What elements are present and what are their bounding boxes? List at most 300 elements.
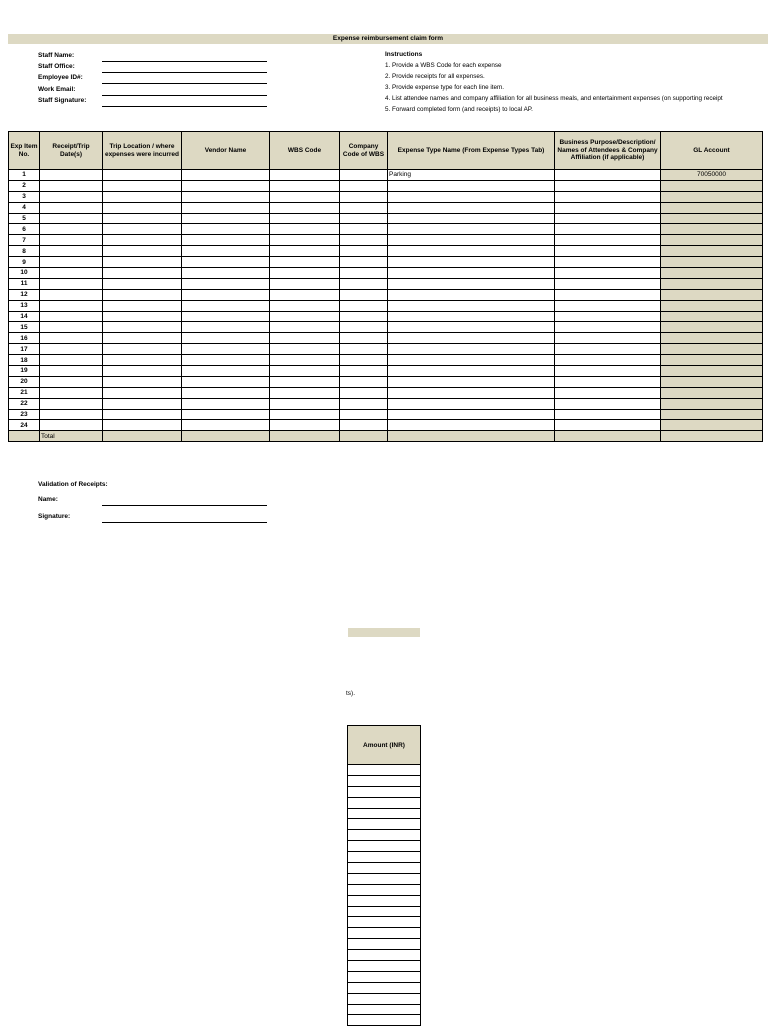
wbs-code-cell[interactable]	[270, 224, 340, 235]
expense-type-cell[interactable]	[388, 180, 555, 191]
expense-type-cell[interactable]	[388, 387, 555, 398]
vendor-name-cell[interactable]	[182, 224, 270, 235]
vendor-name-cell[interactable]	[182, 366, 270, 377]
vendor-name-cell[interactable]	[182, 420, 270, 431]
gl-account-cell[interactable]	[661, 420, 763, 431]
staff-office-label: Staff Office:	[38, 63, 75, 70]
expense-type-cell[interactable]	[388, 257, 555, 268]
vendor-name-cell[interactable]	[182, 376, 270, 387]
receipt-date-cell[interactable]	[40, 278, 103, 289]
expense-row	[9, 235, 763, 246]
amount-row	[348, 819, 421, 830]
gl-account-cell[interactable]	[661, 366, 763, 377]
staff-signature-input-line[interactable]	[102, 106, 267, 107]
wbs-code-cell[interactable]	[270, 398, 340, 409]
company-code-cell[interactable]	[340, 246, 388, 257]
amount-row	[348, 873, 421, 884]
business-purpose-cell[interactable]	[555, 246, 661, 257]
amount-row	[348, 928, 421, 939]
receipt-date-cell[interactable]	[40, 398, 103, 409]
header-vendor-name: Vendor Name	[182, 132, 270, 170]
expense-type-cell[interactable]	[388, 235, 555, 246]
amount-cell[interactable]	[348, 1004, 421, 1015]
exp-item-no-cell: 3	[9, 191, 40, 202]
staff-name-field[interactable]	[38, 51, 270, 62]
receipt-date-cell[interactable]	[40, 420, 103, 431]
exp-item-no-cell: 4	[9, 202, 40, 213]
trip-location-cell[interactable]	[103, 322, 182, 333]
amount-cell[interactable]	[348, 873, 421, 884]
exp-item-no-cell: 10	[9, 268, 40, 279]
vendor-name-cell[interactable]	[182, 170, 270, 181]
receipt-date-cell[interactable]	[40, 376, 103, 387]
vendor-name-cell[interactable]	[182, 387, 270, 398]
exp-item-no-cell: 18	[9, 355, 40, 366]
amount-row	[348, 895, 421, 906]
exp-item-no-cell: 14	[9, 311, 40, 322]
amount-row	[348, 1015, 421, 1026]
wbs-code-cell[interactable]	[270, 191, 340, 202]
company-code-cell[interactable]	[340, 202, 388, 213]
expense-type-cell[interactable]	[388, 191, 555, 202]
wbs-code-cell[interactable]	[270, 246, 340, 257]
amount-row	[348, 917, 421, 928]
receipt-date-cell[interactable]	[40, 344, 103, 355]
amount-row	[348, 993, 421, 1004]
business-purpose-cell[interactable]	[555, 311, 661, 322]
amount-cell[interactable]	[348, 993, 421, 1004]
vendor-name-cell[interactable]	[182, 180, 270, 191]
expense-type-cell[interactable]	[388, 268, 555, 279]
instruction-item: 4. List attendee names and company affiliation for all business meals, and entertainment expenses (on supporting receipt	[385, 95, 723, 102]
company-code-cell[interactable]	[340, 311, 388, 322]
wbs-code-cell[interactable]	[270, 268, 340, 279]
company-code-cell[interactable]	[340, 420, 388, 431]
gl-account-cell[interactable]	[661, 409, 763, 420]
trip-location-cell[interactable]	[103, 366, 182, 377]
gl-account-cell[interactable]	[661, 235, 763, 246]
vendor-name-cell[interactable]	[182, 311, 270, 322]
wbs-code-cell[interactable]	[270, 311, 340, 322]
business-purpose-cell[interactable]	[555, 235, 661, 246]
gl-account-cell[interactable]	[661, 322, 763, 333]
company-code-cell[interactable]	[340, 180, 388, 191]
business-purpose-cell[interactable]	[555, 191, 661, 202]
header-receipt-date: Receipt/Trip Date(s)	[40, 132, 103, 170]
employee-id-field[interactable]	[38, 73, 270, 84]
vendor-name-cell[interactable]	[182, 191, 270, 202]
gl-account-cell[interactable]	[661, 202, 763, 213]
gl-account-cell[interactable]	[661, 376, 763, 387]
trip-location-cell[interactable]	[103, 311, 182, 322]
amount-cell[interactable]	[348, 819, 421, 830]
gl-account-cell[interactable]	[661, 311, 763, 322]
gl-account-cell[interactable]	[661, 289, 763, 300]
receipt-date-cell[interactable]	[40, 355, 103, 366]
trip-location-cell[interactable]	[103, 224, 182, 235]
expense-row	[9, 409, 763, 420]
expense-type-cell[interactable]	[388, 409, 555, 420]
wbs-code-cell[interactable]	[270, 180, 340, 191]
company-code-cell[interactable]	[340, 322, 388, 333]
business-purpose-cell[interactable]	[555, 257, 661, 268]
expense-type-cell[interactable]	[388, 202, 555, 213]
trip-location-cell[interactable]	[103, 180, 182, 191]
trip-location-cell[interactable]	[103, 289, 182, 300]
expense-type-cell[interactable]	[388, 420, 555, 431]
amount-row	[348, 852, 421, 863]
expense-type-cell[interactable]	[388, 322, 555, 333]
amount-cell[interactable]	[348, 982, 421, 993]
gl-account-cell[interactable]	[661, 387, 763, 398]
company-code-cell[interactable]	[340, 257, 388, 268]
wbs-code-cell[interactable]	[270, 289, 340, 300]
company-code-cell[interactable]	[340, 213, 388, 224]
amount-cell[interactable]	[348, 906, 421, 917]
wbs-code-cell[interactable]	[270, 387, 340, 398]
business-purpose-cell[interactable]	[555, 409, 661, 420]
expense-type-cell[interactable]	[388, 300, 555, 311]
expense-row	[9, 366, 763, 377]
receipt-date-cell[interactable]	[40, 257, 103, 268]
vendor-name-cell[interactable]	[182, 355, 270, 366]
expense-type-cell[interactable]	[388, 246, 555, 257]
total-cell	[270, 431, 340, 442]
amount-cell[interactable]	[348, 884, 421, 895]
business-purpose-cell[interactable]	[555, 344, 661, 355]
receipt-date-cell[interactable]	[40, 322, 103, 333]
vendor-name-cell[interactable]	[182, 409, 270, 420]
header-company-code: Company Code of WBS	[340, 132, 388, 170]
trip-location-cell[interactable]	[103, 278, 182, 289]
vendor-name-cell[interactable]	[182, 398, 270, 409]
expense-row	[9, 278, 763, 289]
validation-name-field[interactable]	[38, 495, 270, 506]
trip-location-cell[interactable]	[103, 202, 182, 213]
gl-account-cell[interactable]	[661, 278, 763, 289]
exp-item-no-cell: 8	[9, 246, 40, 257]
gl-account-cell[interactable]	[661, 344, 763, 355]
gl-account-cell[interactable]	[661, 398, 763, 409]
wbs-code-cell[interactable]	[270, 366, 340, 377]
validation-signature-field[interactable]	[38, 512, 270, 523]
expense-row	[9, 246, 763, 257]
vendor-name-cell[interactable]	[182, 202, 270, 213]
wbs-code-cell[interactable]	[270, 322, 340, 333]
trip-location-cell[interactable]	[103, 333, 182, 344]
trip-location-cell[interactable]	[103, 257, 182, 268]
wbs-code-cell[interactable]	[270, 213, 340, 224]
gl-account-cell[interactable]	[661, 213, 763, 224]
wbs-code-cell[interactable]	[270, 333, 340, 344]
expense-type-cell[interactable]	[388, 213, 555, 224]
receipt-date-cell[interactable]	[40, 289, 103, 300]
receipt-date-cell[interactable]	[40, 268, 103, 279]
company-code-cell[interactable]	[340, 235, 388, 246]
business-purpose-cell[interactable]	[555, 366, 661, 377]
instructions-section	[385, 51, 768, 117]
expense-table-header	[9, 132, 763, 170]
company-code-cell[interactable]	[340, 333, 388, 344]
gl-account-cell[interactable]	[661, 355, 763, 366]
expense-type-cell[interactable]	[388, 344, 555, 355]
amount-cell[interactable]	[348, 1015, 421, 1026]
trip-location-cell[interactable]	[103, 409, 182, 420]
wbs-code-cell[interactable]	[270, 355, 340, 366]
business-purpose-cell[interactable]	[555, 420, 661, 431]
amount-cell[interactable]	[348, 917, 421, 928]
trip-location-cell[interactable]	[103, 398, 182, 409]
company-code-cell[interactable]	[340, 376, 388, 387]
total-cell	[9, 431, 40, 442]
business-purpose-cell[interactable]	[555, 170, 661, 181]
exp-item-no-cell: 12	[9, 289, 40, 300]
trip-location-cell[interactable]	[103, 387, 182, 398]
gl-account-cell[interactable]	[661, 257, 763, 268]
total-cell	[661, 431, 763, 442]
gl-account-cell[interactable]	[661, 246, 763, 257]
expense-row	[9, 202, 763, 213]
business-purpose-cell[interactable]	[555, 300, 661, 311]
amount-row	[348, 884, 421, 895]
expense-type-cell[interactable]	[388, 366, 555, 377]
business-purpose-cell[interactable]	[555, 224, 661, 235]
expense-type-cell[interactable]	[388, 398, 555, 409]
exp-item-no-cell: 23	[9, 409, 40, 420]
receipt-date-cell[interactable]	[40, 366, 103, 377]
amount-cell[interactable]	[348, 841, 421, 852]
business-purpose-cell[interactable]	[555, 355, 661, 366]
amount-row	[348, 961, 421, 972]
expense-type-cell[interactable]	[388, 278, 555, 289]
instruction-item: 3. Provide expense type for each line item.	[385, 84, 505, 91]
company-code-cell[interactable]	[340, 278, 388, 289]
receipt-date-cell[interactable]	[40, 170, 103, 181]
company-code-cell[interactable]	[340, 268, 388, 279]
company-code-cell[interactable]	[340, 409, 388, 420]
amount-cell[interactable]	[348, 961, 421, 972]
amount-row	[348, 808, 421, 819]
wbs-code-cell[interactable]	[270, 278, 340, 289]
business-purpose-cell[interactable]	[555, 322, 661, 333]
wbs-code-cell[interactable]	[270, 170, 340, 181]
amount-cell[interactable]	[348, 797, 421, 808]
receipt-date-cell[interactable]	[40, 387, 103, 398]
staff-signature-label: Staff Signature:	[38, 97, 87, 104]
wbs-code-cell[interactable]	[270, 257, 340, 268]
business-purpose-cell[interactable]	[555, 376, 661, 387]
expense-type-cell[interactable]	[388, 311, 555, 322]
exp-item-no-cell: 11	[9, 278, 40, 289]
trip-location-cell[interactable]	[103, 344, 182, 355]
vendor-name-cell[interactable]	[182, 235, 270, 246]
expense-table-body	[9, 170, 763, 442]
receipt-date-cell[interactable]	[40, 180, 103, 191]
expense-row	[9, 398, 763, 409]
instruction-item: 2. Provide receipts for all expenses.	[385, 73, 485, 80]
amount-cell[interactable]	[348, 775, 421, 786]
amount-cell[interactable]	[348, 863, 421, 874]
company-code-cell[interactable]	[340, 300, 388, 311]
vendor-name-cell[interactable]	[182, 333, 270, 344]
company-code-cell[interactable]	[340, 289, 388, 300]
business-purpose-cell[interactable]	[555, 333, 661, 344]
expense-type-cell[interactable]	[388, 289, 555, 300]
gl-account-cell[interactable]: 70050000	[661, 170, 763, 181]
expense-row	[9, 191, 763, 202]
gl-account-cell[interactable]	[661, 191, 763, 202]
header-expense-type: Expense Type Name (From Expense Types Tab)	[388, 132, 555, 170]
vendor-name-cell[interactable]	[182, 257, 270, 268]
company-code-cell[interactable]	[340, 387, 388, 398]
vendor-name-cell[interactable]	[182, 278, 270, 289]
amount-cell[interactable]	[348, 808, 421, 819]
receipt-date-cell[interactable]	[40, 409, 103, 420]
exp-item-no-cell: 1	[9, 170, 40, 181]
business-purpose-cell[interactable]	[555, 289, 661, 300]
amount-cell[interactable]	[348, 939, 421, 950]
amount-cell[interactable]	[348, 971, 421, 982]
wbs-code-cell[interactable]	[270, 202, 340, 213]
wbs-code-cell[interactable]	[270, 235, 340, 246]
company-code-cell[interactable]	[340, 344, 388, 355]
receipt-date-cell[interactable]	[40, 202, 103, 213]
vendor-name-cell[interactable]	[182, 268, 270, 279]
trip-location-cell[interactable]	[103, 246, 182, 257]
gl-account-cell[interactable]	[661, 268, 763, 279]
business-purpose-cell[interactable]	[555, 268, 661, 279]
validation-signature-input-line[interactable]	[102, 522, 267, 523]
company-code-cell[interactable]	[340, 366, 388, 377]
gl-account-cell[interactable]	[661, 333, 763, 344]
total-label: Total	[40, 431, 103, 442]
vendor-name-cell[interactable]	[182, 246, 270, 257]
vendor-name-cell[interactable]	[182, 289, 270, 300]
trip-location-cell[interactable]	[103, 300, 182, 311]
exp-item-no-cell: 17	[9, 344, 40, 355]
trip-location-cell[interactable]	[103, 191, 182, 202]
wbs-code-cell[interactable]	[270, 420, 340, 431]
amount-table	[347, 725, 421, 1026]
expense-type-cell[interactable]	[388, 355, 555, 366]
amount-cell[interactable]	[348, 852, 421, 863]
amount-cell[interactable]	[348, 765, 421, 776]
page2-header-band	[348, 628, 420, 637]
expense-type-cell[interactable]	[388, 224, 555, 235]
validation-name-input-line[interactable]	[102, 505, 267, 506]
trip-location-cell[interactable]	[103, 235, 182, 246]
expense-row	[9, 180, 763, 191]
gl-account-cell[interactable]	[661, 224, 763, 235]
trip-location-cell[interactable]	[103, 170, 182, 181]
receipt-date-cell[interactable]	[40, 246, 103, 257]
company-code-cell[interactable]	[340, 170, 388, 181]
expense-row	[9, 355, 763, 366]
business-purpose-cell[interactable]	[555, 278, 661, 289]
company-code-cell[interactable]	[340, 398, 388, 409]
wbs-code-cell[interactable]	[270, 376, 340, 387]
expense-type-cell[interactable]	[388, 376, 555, 387]
expense-row	[9, 170, 763, 181]
header-gl-account: GL Account	[661, 132, 763, 170]
gl-account-cell[interactable]	[661, 180, 763, 191]
receipt-date-cell[interactable]	[40, 300, 103, 311]
expense-row	[9, 333, 763, 344]
receipt-date-cell[interactable]	[40, 213, 103, 224]
trip-location-cell[interactable]	[103, 268, 182, 279]
total-cell	[103, 431, 182, 442]
amount-row	[348, 786, 421, 797]
vendor-name-cell[interactable]	[182, 322, 270, 333]
header-trip-location: Trip Location / where expenses were incurred	[103, 132, 182, 170]
business-purpose-cell[interactable]	[555, 398, 661, 409]
wbs-code-cell[interactable]	[270, 344, 340, 355]
employee-id-label: Employee ID#:	[38, 74, 83, 81]
receipt-date-cell[interactable]	[40, 333, 103, 344]
expense-row	[9, 344, 763, 355]
amount-row	[348, 841, 421, 852]
amount-cell[interactable]	[348, 928, 421, 939]
amount-cell[interactable]	[348, 950, 421, 961]
expense-row	[9, 311, 763, 322]
expense-row	[9, 289, 763, 300]
receipt-date-cell[interactable]	[40, 311, 103, 322]
expense-table	[8, 131, 763, 442]
staff-signature-field[interactable]	[38, 96, 270, 107]
instructions-title: Instructions	[385, 51, 423, 58]
vendor-name-cell[interactable]	[182, 344, 270, 355]
validation-name-label: Name:	[38, 496, 58, 503]
company-code-cell[interactable]	[340, 355, 388, 366]
expense-type-cell[interactable]: Parking	[388, 170, 555, 181]
header-business-purpose: Business Purpose/Description/ Names of Attendees & Company Affiliation (if applicable)	[555, 132, 661, 170]
wbs-code-cell[interactable]	[270, 409, 340, 420]
wbs-code-cell[interactable]	[270, 300, 340, 311]
business-purpose-cell[interactable]	[555, 180, 661, 191]
business-purpose-cell[interactable]	[555, 213, 661, 224]
expense-row	[9, 376, 763, 387]
total-cell	[555, 431, 661, 442]
vendor-name-cell[interactable]	[182, 300, 270, 311]
amount-cell[interactable]	[348, 895, 421, 906]
amount-cell[interactable]	[348, 830, 421, 841]
instruction-item: 5. Forward completed form (and receipts) to local AP.	[385, 106, 533, 113]
business-purpose-cell[interactable]	[555, 202, 661, 213]
trip-location-cell[interactable]	[103, 213, 182, 224]
trip-location-cell[interactable]	[103, 355, 182, 366]
gl-account-cell[interactable]	[661, 300, 763, 311]
company-code-cell[interactable]	[340, 224, 388, 235]
receipt-date-cell[interactable]	[40, 191, 103, 202]
staff-office-field[interactable]	[38, 62, 270, 73]
trip-location-cell[interactable]	[103, 420, 182, 431]
employee-id-input-line[interactable]	[102, 83, 267, 84]
expense-row	[9, 268, 763, 279]
validation-signature-label: Signature:	[38, 513, 71, 520]
exp-item-no-cell: 22	[9, 398, 40, 409]
company-code-cell[interactable]	[340, 191, 388, 202]
receipt-date-cell[interactable]	[40, 235, 103, 246]
expense-row	[9, 300, 763, 311]
amount-row	[348, 950, 421, 961]
work-email-field[interactable]	[38, 85, 270, 96]
business-purpose-cell[interactable]	[555, 387, 661, 398]
vendor-name-cell[interactable]	[182, 213, 270, 224]
receipt-date-cell[interactable]	[40, 224, 103, 235]
trip-location-cell[interactable]	[103, 376, 182, 387]
expense-type-cell[interactable]	[388, 333, 555, 344]
amount-cell[interactable]	[348, 786, 421, 797]
